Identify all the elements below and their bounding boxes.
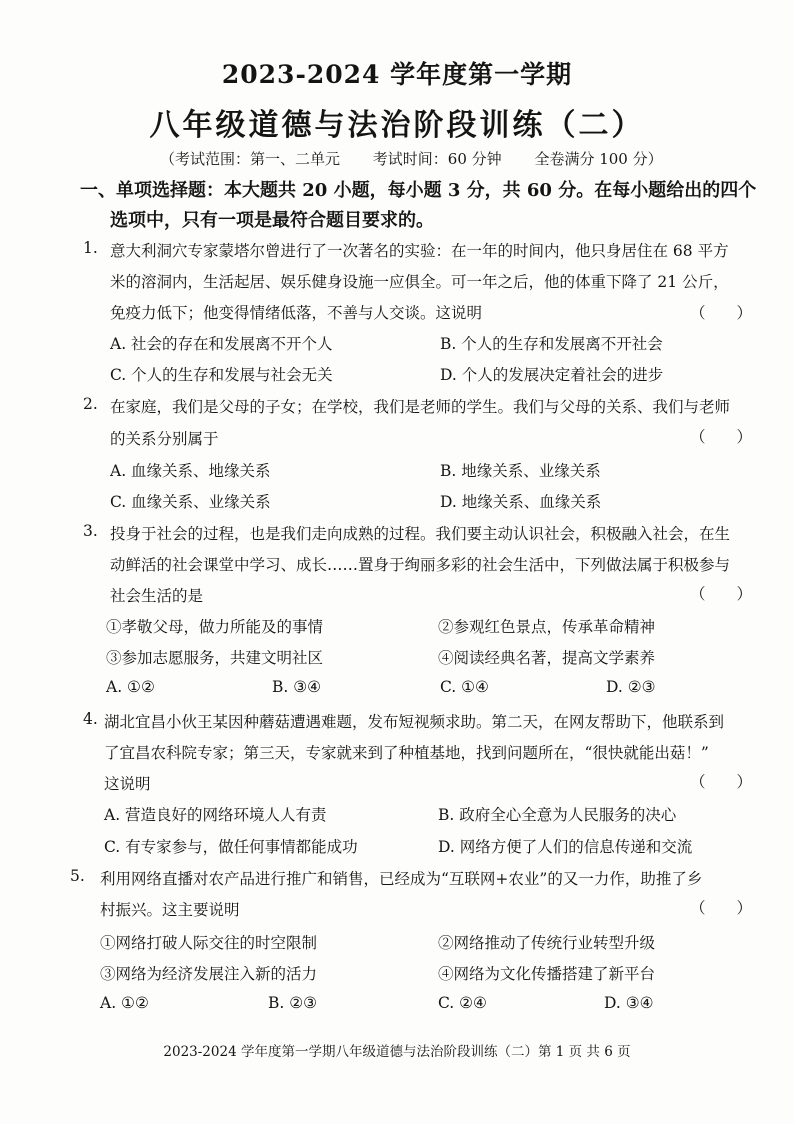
statement-item: ③网络为经济发展注入新的活力 — [100, 965, 318, 983]
question-text-line: 了宜昌农科院专家；第三天，专家就来到了种植基地，找到问题所在，“很快就能出菇！” — [104, 744, 709, 762]
statement-item: ①网络打破人际交往的时空限制 — [100, 934, 318, 952]
question-text-line: 动鲜活的社会课堂中学习、成长……置身于绚丽多彩的社会生活中，下列做法属于积极参与 — [110, 556, 731, 574]
statement-item: ④网络为文化传播搭建了新平台 — [438, 965, 656, 983]
question-text-line: 社会生活的是 — [110, 587, 204, 605]
option-d: D. ③④ — [604, 994, 654, 1012]
answer-parentheses: （ ） — [690, 773, 753, 791]
exam-scope: （考试范围：第一、二单元 — [160, 150, 341, 168]
question-text-line: 意大利洞穴专家蒙塔尔曾进行了一次著名的实验：在一年的时间内，他只身居住在 68 平方 — [110, 242, 729, 260]
answer-parentheses: （ ） — [690, 304, 753, 322]
answer-parentheses: （ ） — [690, 585, 753, 603]
section-heading-line2: 选项中，只有一项是最符合题目要求的。 — [110, 210, 434, 231]
section-heading-line1: 一、单项选择题：本大题共 20 小题，每小题 3 分，共 60 分。在每小题给出的四个 — [80, 180, 757, 201]
option-d: D. 网络方便了人们的信息传递和交流 — [438, 838, 693, 856]
option-a: A. ①② — [106, 678, 155, 696]
option-a: A. 营造良好的网络环境人人有责 — [104, 806, 327, 824]
option-a: A. 血缘关系、地缘关系 — [110, 462, 271, 480]
option-b: B. ③④ — [272, 678, 322, 696]
statement-item: ②网络推动了传统行业转型升级 — [438, 934, 656, 952]
option-d: D. 地缘关系、血缘关系 — [440, 493, 602, 511]
page-footer: 2023-2024 学年度第一学期八年级道德与法治阶段训练（二）第 1 页 共 6 页 — [163, 1044, 631, 1060]
option-b: B. ②③ — [268, 994, 318, 1012]
question-number: 4. — [83, 710, 98, 728]
question-text-line: 的关系分别属于 — [110, 430, 219, 448]
option-c: C. 有专家参与，做任何事情都能成功 — [104, 838, 358, 856]
year-title: 2023-2024 学年度第一学期 — [221, 60, 573, 89]
option-c: C. ①④ — [440, 678, 489, 696]
option-a: A. 社会的存在和发展离不开个人 — [110, 335, 333, 353]
statement-item: ②参观红色景点，传承革命精神 — [438, 618, 656, 636]
answer-parentheses: （ ） — [690, 899, 753, 917]
statement-item: ④阅读经典名著，提高文学素养 — [438, 649, 656, 667]
statement-item: ③参加志愿服务，共建文明社区 — [106, 649, 324, 667]
exam-title: 八年级道德与法治阶段训练（二） — [149, 108, 645, 143]
question-text-line: 免疫力低下；他变得情绪低落，不善与人交谈。这说明 — [110, 304, 483, 322]
question-number: 1. — [83, 239, 98, 257]
question-text-line: 利用网络直播对农产品进行推广和销售，已经成为“互联网+农业”的又一力作，助推了乡 — [100, 870, 703, 888]
option-b: B. 地缘关系、业缘关系 — [440, 462, 601, 480]
option-d: D. 个人的发展决定着社会的进步 — [440, 366, 664, 384]
exam-score: 全卷满分 100 分） — [534, 150, 663, 168]
option-b: B. 政府全心全意为人民服务的决心 — [438, 806, 677, 824]
answer-parentheses: （ ） — [690, 428, 753, 446]
question-text-line: 村振兴。这主要说明 — [100, 901, 240, 919]
exam-info — [160, 148, 691, 169]
option-d: D. ②③ — [606, 678, 656, 696]
option-a: A. ①② — [100, 994, 149, 1012]
option-c: C. 个人的生存和发展与社会无关 — [110, 366, 333, 384]
question-number: 5. — [70, 867, 85, 885]
question-text-line: 这说明 — [104, 775, 151, 793]
option-c: C. 血缘关系、业缘关系 — [110, 493, 271, 511]
question-number: 3. — [83, 522, 98, 540]
exam-time: 考试时间：60 分钟 — [372, 150, 502, 168]
question-text-line: 米的溶洞内，生活起居、娱乐健身设施一应俱全。可一年之后，他的体重下降了 21 公斤， — [110, 273, 729, 291]
option-c: C. ②④ — [438, 994, 487, 1012]
statement-item: ①孝敬父母，做力所能及的事情 — [106, 618, 324, 636]
question-text-line: 投身于社会的过程，也是我们走向成熟的过程。我们要主动认识社会，积极融入社会，在生 — [110, 525, 731, 543]
option-b: B. 个人的生存和发展离不开社会 — [440, 335, 663, 353]
question-number: 2. — [83, 395, 98, 413]
question-text-line: 在家庭，我们是父母的子女；在学校，我们是老师的学生。我们与父母的关系、我们与老师 — [110, 398, 731, 416]
question-text-line: 湖北宜昌小伙王某因种蘑菇遭遇难题，发布短视频求助。第二天，在网友帮助下，他联系到 — [104, 713, 725, 731]
